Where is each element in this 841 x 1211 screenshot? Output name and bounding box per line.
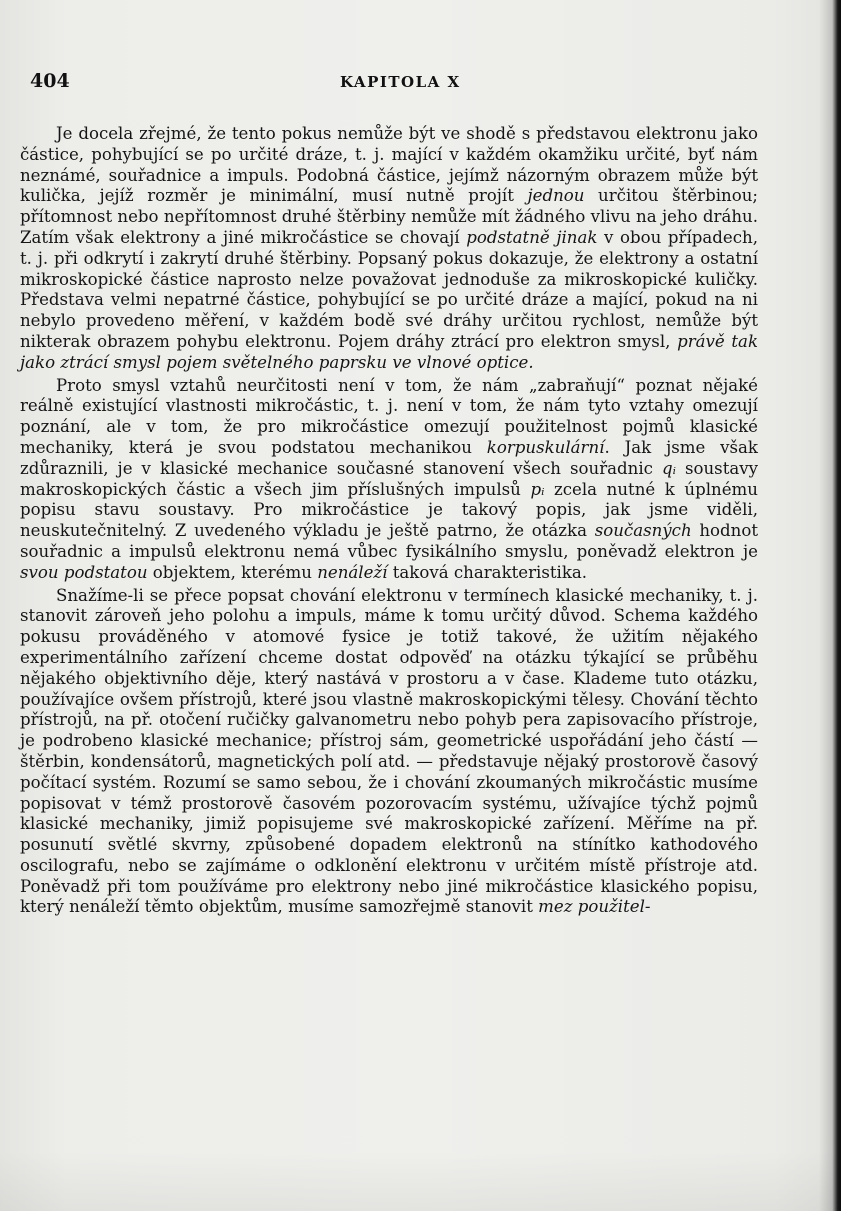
italic-text-run: nenáleží — [317, 562, 388, 582]
text-run: Snažíme-li se přece popsat chování elektronu v termínech klasické mechaniky, t. j. stanovit zároveň jeho polohu a impuls, máme k tomu určitý důvod. Schema každého pokusu prováděného v atomové fysice je totiž takové, že užitím nějakého experimentálního zařízení chceme dostat odpověď na otázku týkající se průběhu nějakého objektivního děje, který nastává v prostoru a v čase. Klademe tuto otázku, používajíce ovšem přístrojů, které jsou vlastně makroskopickými tělesy. Chování těchto přístrojů, na př. otočení ručičky galvanometru nebo pohyb pera zapisovacího přístroje, je podrobeno klasické mechanice; přístroj sám, geometrické uspořádání jeho částí — štěrbin, kondensátorů, magnetických polí atd. — představuje nějaký prostorově časový počítací systém. Rozumí se samo sebou, že i chování zkoumaných mikročástic musíme popisovat v témž prostorově časovém pozorovacím systému, užívajíce týchž pojmů klasické mechaniky, jimiž popisujeme své makroskopické zařízení. Měříme na př. posunutí světlé skvrny, způsobené dopadem elektronů na stínítko kathodového oscilografu, nebo se zajímáme o odklonění elektronu v určitém místě přístroje atd. Poněvadž při tom používáme pro elektrony nebo jiné mikročástice klasického popisu, který nenáleží těmto objektům, musíme samozřejmě stanovit — [20, 585, 758, 917]
text-run: . Jak jsme však zdůraznili, je v klasické mechanice současné stanovení všech souřadnic — [20, 437, 758, 478]
text-run: určitou štěrbinou; přítomnost nebo nepřítomnost druhé štěrbiny nemůže mít žádného vlivu na jeho dráhu. Zatím však elektrony a jiné mikročástice se chovají — [20, 186, 758, 247]
italic-text-run: současných — [594, 521, 692, 541]
running-title: KAPITOLA X — [340, 73, 461, 91]
text-run: Je docela zřejmé, že tento pokus nemůže být ve shodě s představou elektronu jako částice, pohybující se po určité dráze, t. j. mající v každém okamžiku určité, byť nám neznámé, souřadnice a impuls. Podobná částice, jejímž názorným obrazem může být kulička, jejíž rozměr je minimální, musí nutně projít — [20, 124, 758, 206]
page-edge-shadow — [819, 0, 841, 1211]
italic-text-run: jednou — [527, 186, 585, 206]
text-run: hodnot souřadnic a impulsů elektronu nemá vůbec fysikálního smyslu, poněvadž elektron je — [20, 521, 758, 561]
italic-text-run: korpuskulární — [486, 437, 605, 457]
italic-text-run: právě tak jako ztrácí smysl pojem světelného paprsku ve vlnové optice. — [20, 331, 758, 372]
paragraph — [20, 376, 758, 584]
text-run: taková charakteristika. — [387, 562, 588, 582]
paragraph — [20, 586, 758, 919]
page-header — [30, 70, 770, 96]
page-number: 404 — [30, 70, 70, 92]
paragraph — [20, 124, 758, 374]
page-bottom-shade — [0, 1151, 841, 1211]
italic-text-run: svou podstatou — [20, 562, 148, 582]
italic-text-run: pᵢ — [530, 479, 545, 499]
text-run: objektem, kterému — [147, 562, 318, 582]
text-run: zcela nutné k úplnému popisu stavu soustavy. Pro mikročástice je takový popis, jak jsme viděli, neuskutečnitelný. Z uvedeného výkladu je ještě patrno, že otázka — [20, 479, 758, 541]
italic-text-run: mez použitel- — [538, 897, 651, 917]
italic-text-run: qᵢ — [661, 458, 676, 478]
text-run: v obou případech, t. j. při odkrytí i zakrytí druhé štěrbiny. Popsaný pokus dokazuje, že elektrony a ostatní mikroskopické částice naprosto nelze považovat jednoduše za mikroskopické kuličky. Představa velmi nepatrné částice, pohybující se po určité dráze a mající, pokud na ni nebylo provedeno měření, v každém bodě své dráhy určitou rychlost, nemůže být nikterak obrazem pohybu elektronu. Pojem dráhy ztrácí pro elektron smysl, — [20, 227, 758, 351]
text-run: Proto smysl vztahů neurčitosti není v tom, že nám „zabraňují“ poznat nějaké reálně existující vlastnosti mikročástic, t. j. není v tom, že nám tyto vztahy omezují poznání, ale v tom, že pro mikročástice omezují použitelnost pojmů klasické mechaniky, která je svou podstatou mechanikou — [20, 375, 758, 457]
italic-text-run: podstatně jinak — [466, 227, 598, 247]
body-text — [20, 124, 758, 918]
text-run: soustavy makroskopických částic a všech jim příslušných impulsů — [20, 458, 758, 499]
